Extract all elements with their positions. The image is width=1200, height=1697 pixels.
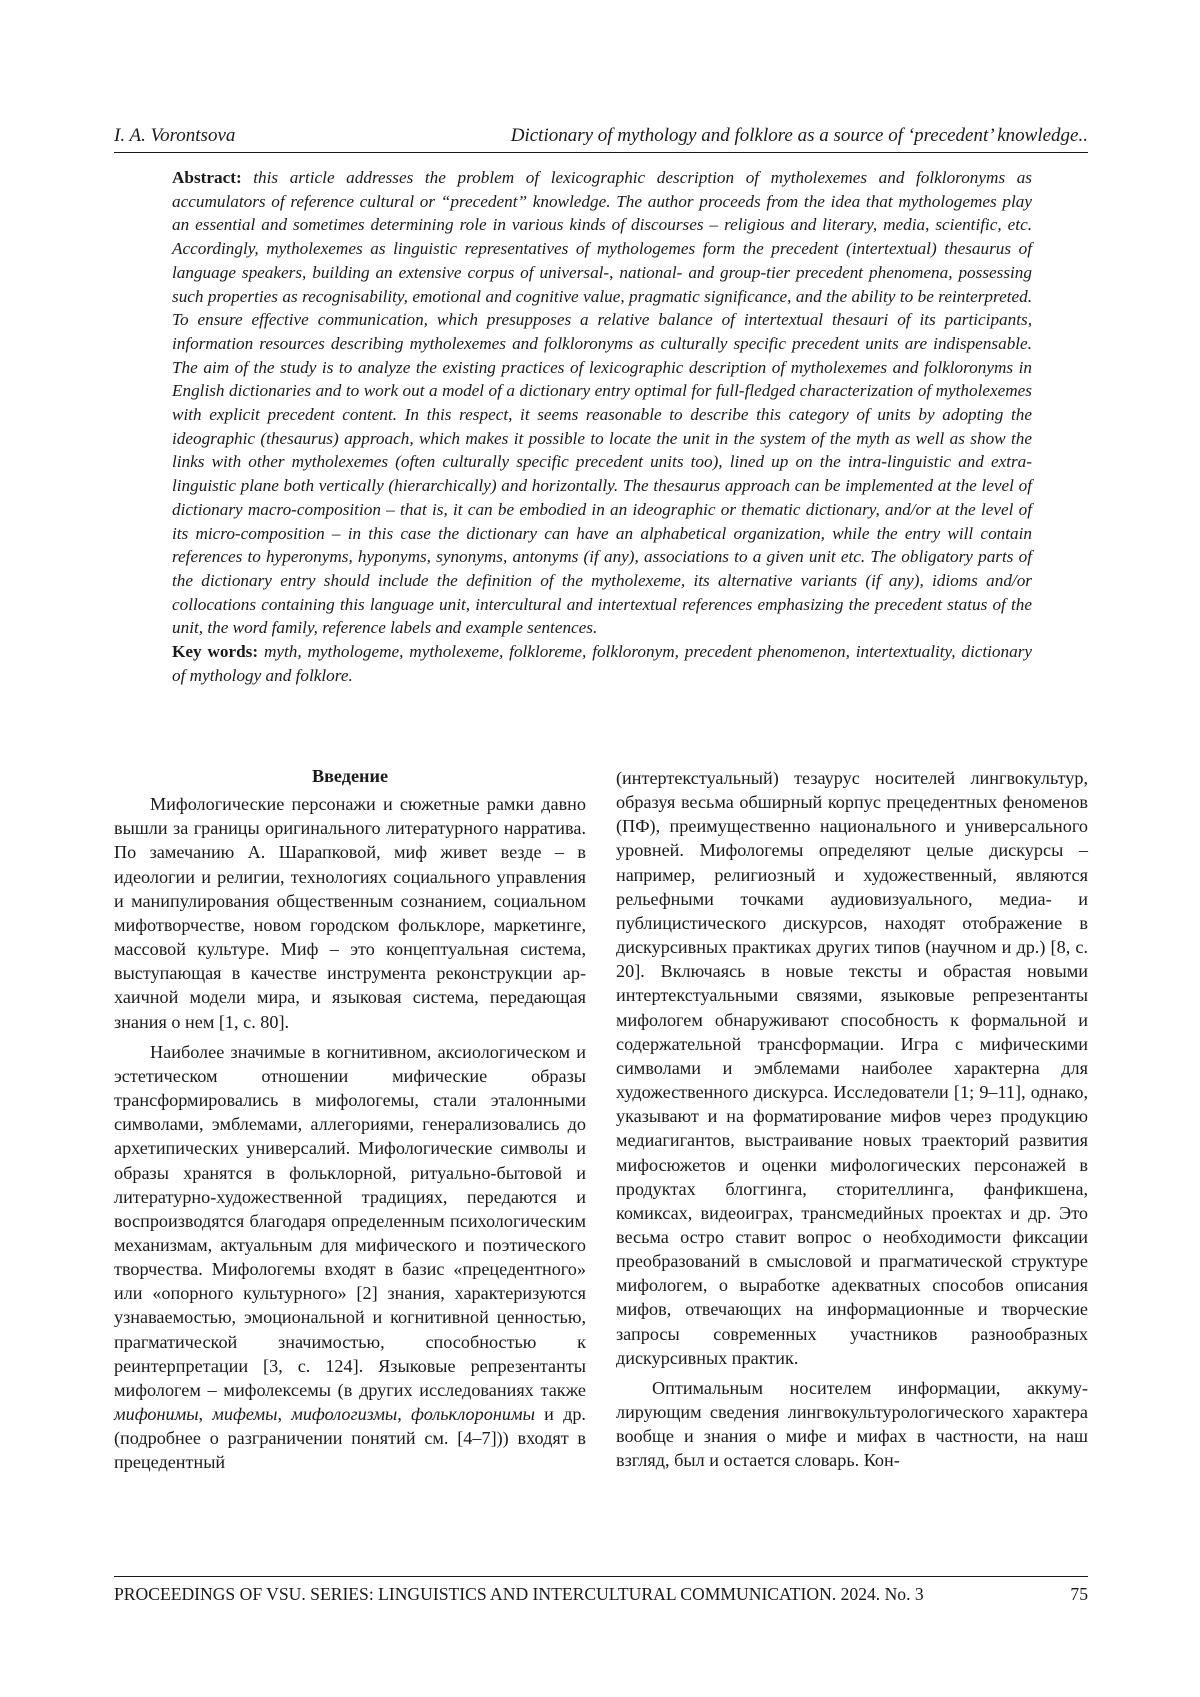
running-head-title: Dictionary of mythology and folklore as a source of ‘precedent’ knowledge.. xyxy=(510,125,1088,146)
paragraph-text: Наиболее значимые в когнитивном, аксиологическом и эстетическом отношении мифические образы трансформировались в мифологемы, стали эталонными символами, эмблемами, аллегориями, генерализовались до архетипических универсалий. Мифологические символы и образы хранятся в фольклорной, ритуально-бытовой и литературно-художественной традициях, передаются и воспроизводятся благодаря определенным психологическим механизмам, актуальным для мифического и поэтического творчества. Мифологемы входят в базис «прецедентного» или «опорного культурного» [2] знания, характеризуются узнаваемостью, эмоциональной и когнитивной ценностью, прагматической значимостью, способностью к реинтерпретации [3, с. 124]. Языковые репрезентанты мифологем – мифолексемы (в других исследованиях также xyxy=(114,1041,586,1400)
body-column-left xyxy=(114,764,586,1475)
emphasized-terms: мифонимы, мифемы, мифологизмы, фольклоронимы xyxy=(114,1404,535,1425)
body-paragraph xyxy=(114,1040,586,1475)
page-number: 75 xyxy=(1070,1584,1088,1604)
body-column-right xyxy=(616,766,1088,1473)
journal-name: PROCEEDINGS OF VSU. SERIES: LINGUISTICS AND INTERCULTURAL COMMUNICATION. 2024. No. 3 xyxy=(114,1584,924,1604)
paragraph-text: и др. (подробнее о разграничении понятий см. [4–7])) входят в прецедентный xyxy=(114,1404,586,1473)
footer-divider xyxy=(114,1576,1088,1577)
abstract-paragraph xyxy=(172,166,1032,640)
keywords-label: Key words: xyxy=(172,642,259,662)
abstract-label: Abstract: xyxy=(172,168,242,187)
keywords-text: myth, mythologeme, mytholexeme, folkloreme, folkloronym, precedent phenomenon, intertextuality, dictionary of mythology and folklore. xyxy=(172,642,1033,685)
running-head-author: I. A. Vorontsova xyxy=(114,125,236,146)
abstract-text: this article addresses the problem of lexicographic description of mytholexemes and folkloronyms as accumulators of reference cultural or “precedent” knowledge. The author proceeds from the idea that mythologemes play an essential and sometimes determining role in various kinds of discourses – religious and literary, media, scientific, etc. Accordingly, mytholexemes as linguistic representatives of mythologemes form the precedent (intertextual) thesaurus of language speakers, building an extensive corpus of universal-, national- and group-tier precedent phenomena, possessing such properties as recognisability, emotional and cognitive value, pragmatic significance, and the ability to be reinterpreted. To ensure effective communication, which presupposes a relative balance of intertextual thesauri of its participants, information resources describing mytholexemes and folkloronyms as culturally specific precedent units are indispensable. The aim of the study is to analyze the existing practices of lexicographic description of mytholexemes and folkloronyms in English dictionaries and to work out a model of a dictionary entry optimal for full-fledged characterization of mytholexemes with explicit precedent content. In this respect, it seems reasonable to describe this category of units by adopting the ideographic (thesaurus) approach, which makes it possible to locate the unit in the system of the myth as well as show the links with other mytholexemes (often culturally specific precedent units too), lined up on the intra-linguistic and extra-linguistic plane both vertically (hierarchically) and horizontally. The thesaurus approach can be implemented at the level of dictionary macro-composition – that is, it can be embodied in an ideographic or thematic dictionary, and/or at the level of its micro-composition – in this case the dictionary can have an alphabetical organization, while the entry will contain references to hyperonyms, hyponyms, synonyms, antonyms (if any), associations to a given unit etc. The obligatory parts of the dictionary entry should include the definition of the mytholexeme, its alternative variants (if any), idioms and/or collocations containing this language unit, intercultural and intertextual references emphasizing the precedent status of the unit, the word family, reference labels and example sentences. xyxy=(172,168,1033,638)
keywords-paragraph xyxy=(172,640,1032,687)
header-divider xyxy=(114,152,1088,153)
body-paragraph: (интертекстуальный) тезаурус носителей лингвокультур, образуя весьма обширный корпус прецедентных феноменов (ПФ), преимущественно национального и универсального уровней. Мифологемы определяют целые дискурсы – например, религиозный и художественный, являются рельефными точками аудиовизуального, медиа- и публицистического дискурсов, находят отображение в дискурсивных практиках других типов (научном и др.) [8, с. 20]. Включаясь в новые тексты и обрастая новыми интертекстуальными связями, языковые репрезентанты мифологем обнаруживают способность к формальной и содержательной трансформации. Игра с мифическими символами и эмблемами наиболее характерна для художественного дискурса. Исследователи [1; 9–11], однако, указывают и на форматирование мифов через продукцию медиагигантов, выстраивание новых траекторий развития мифосюжетов и оценки мифологических персонажей в продуктах блоггинга, сторителлинга, фанфикшена, комиксах, видеоиграх, трансмедийных проектах и др. Это весьма остро ставит вопрос о необходимости фиксации преобразований в смысловой и прагматической структуре мифологем, о выработке адекватных способов описания мифов, отвечающих на информационные и творческие запросы современных участников разнообразных дискурсивных практик. xyxy=(616,768,1088,1368)
body-paragraph: Мифологические персонажи и сюжетные рамки давно вышли за границы оригинального литературного нарратива. По замечанию А. Шарапковой, миф живет везде – в идеологии и религии, технологиях социального управления и манипулирования общественным сознанием, социальном мифотворчестве, новом городском фольклоре, маркетинге, массовой культуре. Миф – это концептуальная система, выступающая в качестве инструмента реконструкции архаичной модели мира, и языковая система, передающая знания о нем [1, с. 80]. xyxy=(114,794,586,1032)
body-paragraph: Оптимальным носителем информации, аккумулирующим сведения лингвокультурологического характера вообще и знания о мифе и мифах в частности, на наш взгляд, был и остается словарь. Кон- xyxy=(616,1377,1088,1471)
section-title: Введение xyxy=(311,766,389,786)
abstract-block xyxy=(172,166,1032,687)
